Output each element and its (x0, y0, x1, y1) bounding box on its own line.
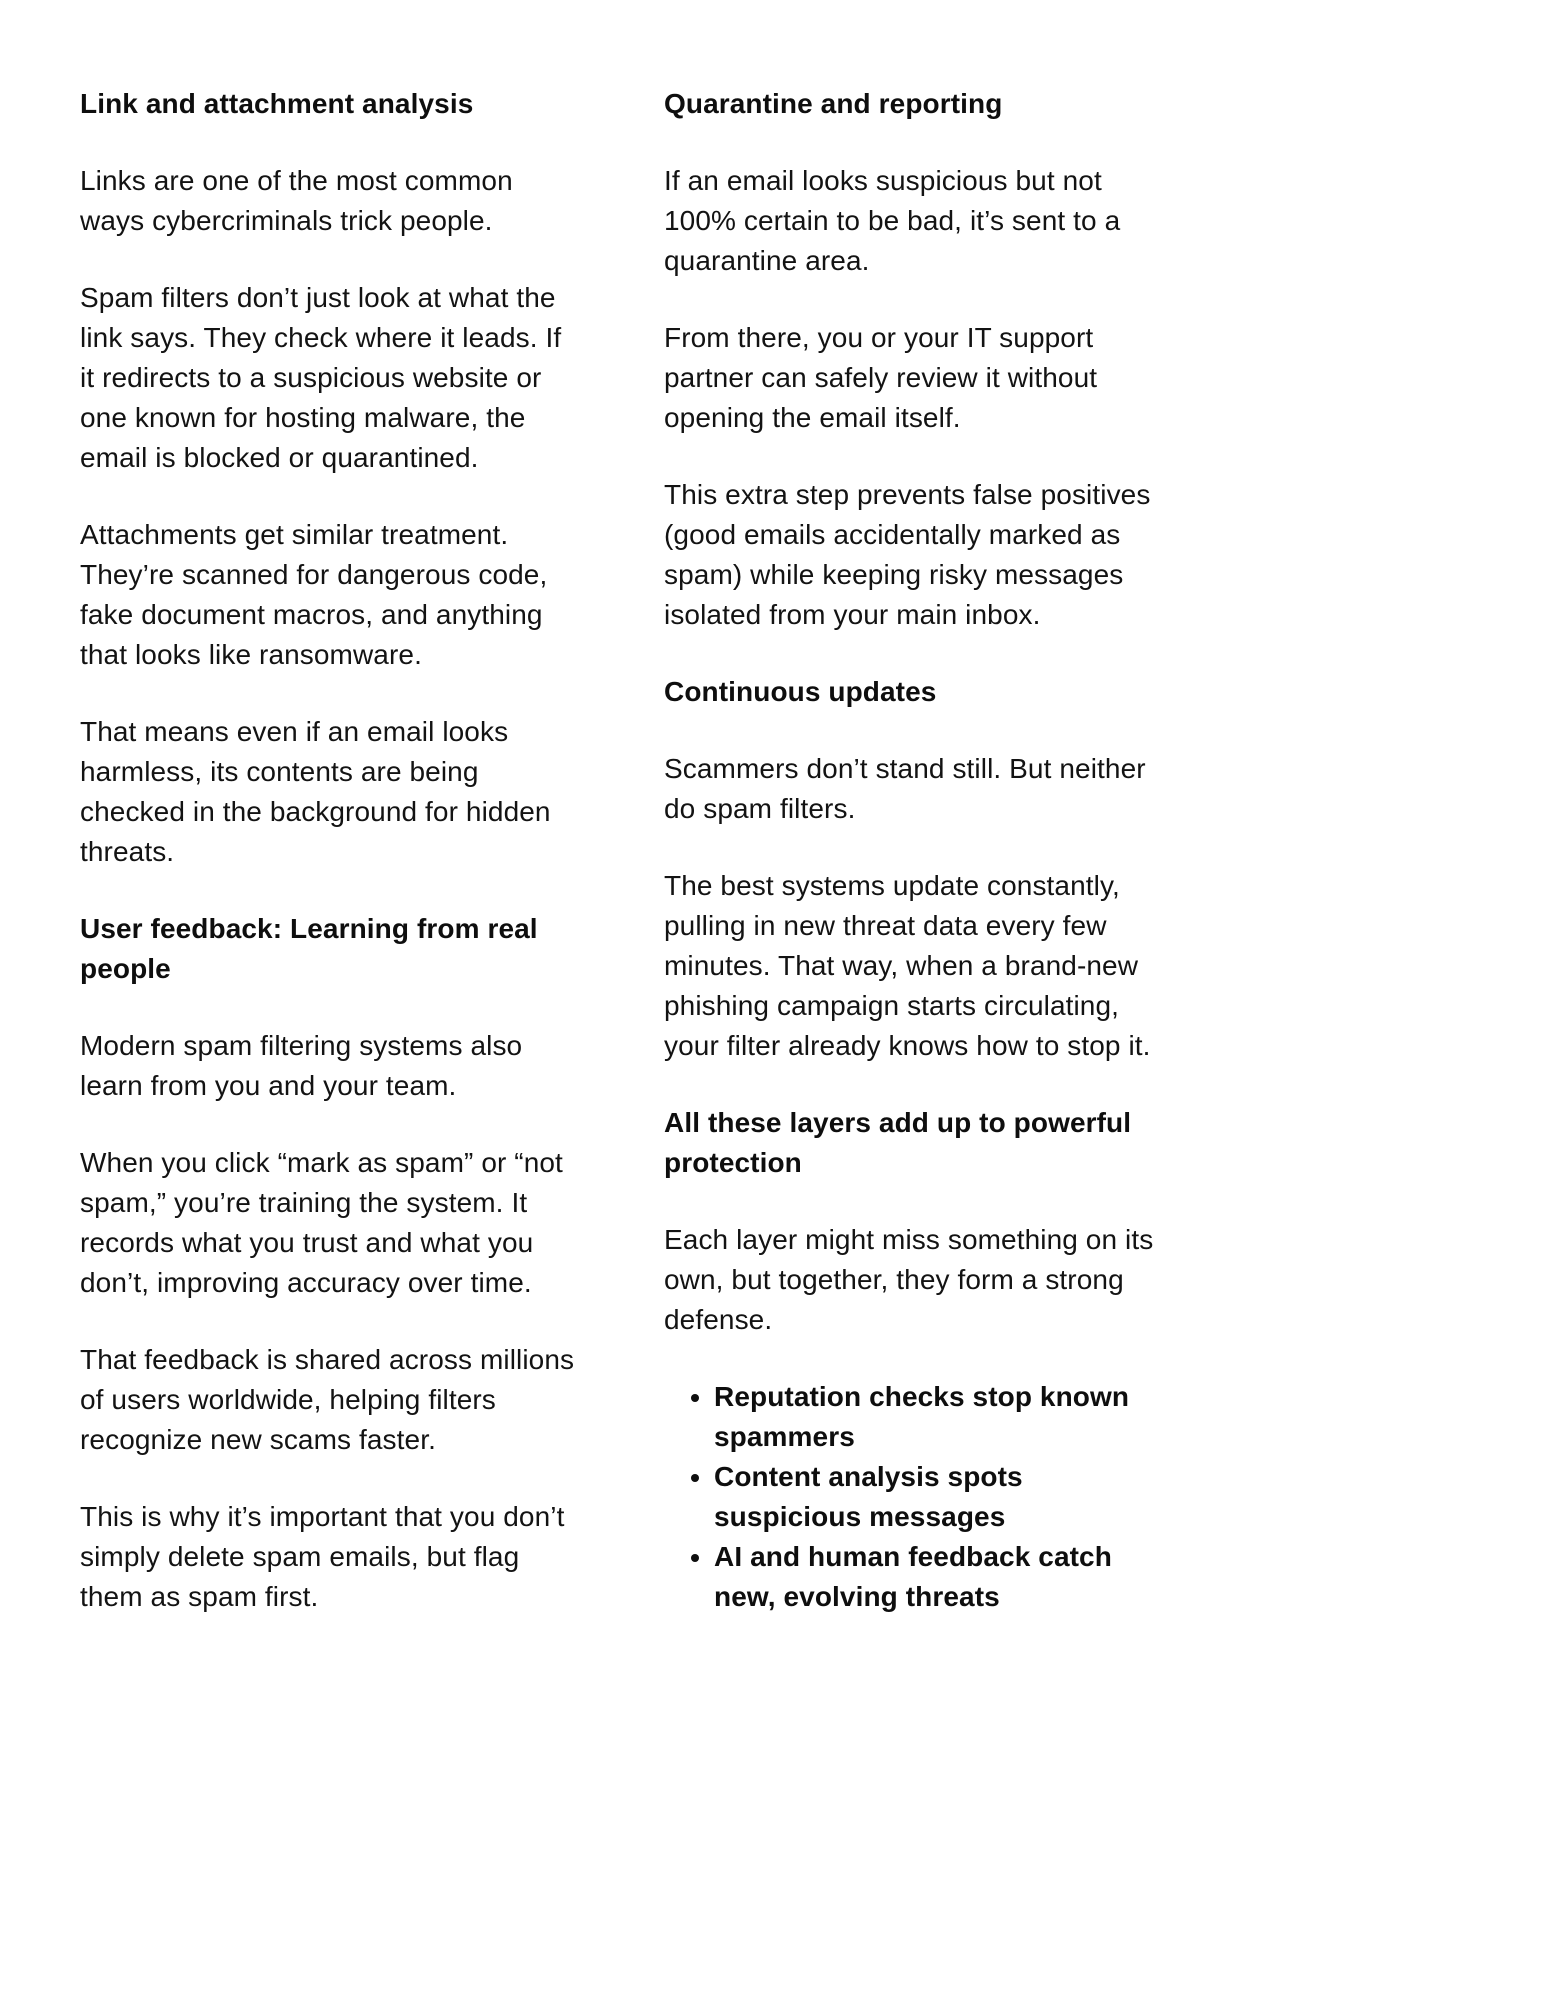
bullet-list-item: • AI and human feedback catch new, evolving threats (714, 1537, 1164, 1617)
section-heading: Continuous updates (664, 676, 937, 707)
left-column (80, 84, 580, 1617)
section-heading: Link and attachment analysis (80, 88, 474, 119)
body-paragraph: Links are one of the most common ways cybercriminals trick people. (80, 165, 513, 236)
body-paragraph: That means even if an email looks harmless, its contents are being checked in the background for hidden threats. (80, 716, 551, 867)
body-paragraph: Scammers don’t stand still. But neither do spam filters. (664, 753, 1146, 824)
body-paragraph: This is why it’s important that you don’t simply delete spam emails, but flag them as spam first. (80, 1501, 565, 1612)
body-paragraph: That feedback is shared across millions of users worldwide, helping filters recognize new scams faster. (80, 1344, 575, 1455)
right-column (664, 84, 1164, 1617)
bullet-list-item: • Reputation checks stop known spammers (714, 1377, 1164, 1457)
body-paragraph: This extra step prevents false positives (good emails accidentally marked as spam) while keeping risky messages isolated from your main inbox. (664, 479, 1151, 630)
two-column-layout (80, 84, 1465, 1617)
bullet-list-item: • Content analysis spots suspicious messages (714, 1457, 1164, 1537)
body-paragraph: Spam filters don’t just look at what the link says. They check where it leads. If it redirects to a suspicious website or one known for hosting malware, the email is blocked or quarantined. (80, 282, 562, 473)
body-paragraph: Each layer might miss something on its own, but together, they form a strong defense. (664, 1224, 1154, 1335)
section-heading: All these layers add up to powerful protection (664, 1107, 1132, 1178)
body-paragraph: From there, you or your IT support partner can safely review it without opening the email itself. (664, 322, 1098, 433)
section-heading: User feedback: Learning from real people (80, 913, 538, 984)
body-paragraph: If an email looks suspicious but not 100% certain to be bad, it’s sent to a quarantine area. (664, 165, 1121, 276)
bullet-list (664, 1377, 1164, 1617)
body-paragraph: When you click “mark as spam” or “not spam,” you’re training the system. It records what you trust and what you don’t, improving accuracy over time. (80, 1147, 563, 1298)
body-paragraph: Attachments get similar treatment. They’re scanned for dangerous code, fake document macros, and anything that looks like ransomware. (80, 519, 548, 670)
body-paragraph: Modern spam filtering systems also learn from you and your team. (80, 1030, 523, 1101)
section-heading: Quarantine and reporting (664, 88, 1003, 119)
body-paragraph: The best systems update constantly, pulling in new threat data every few minutes. That way, when a brand-new phishing campaign starts circulating, your filter already knows how to stop it. (664, 870, 1151, 1061)
